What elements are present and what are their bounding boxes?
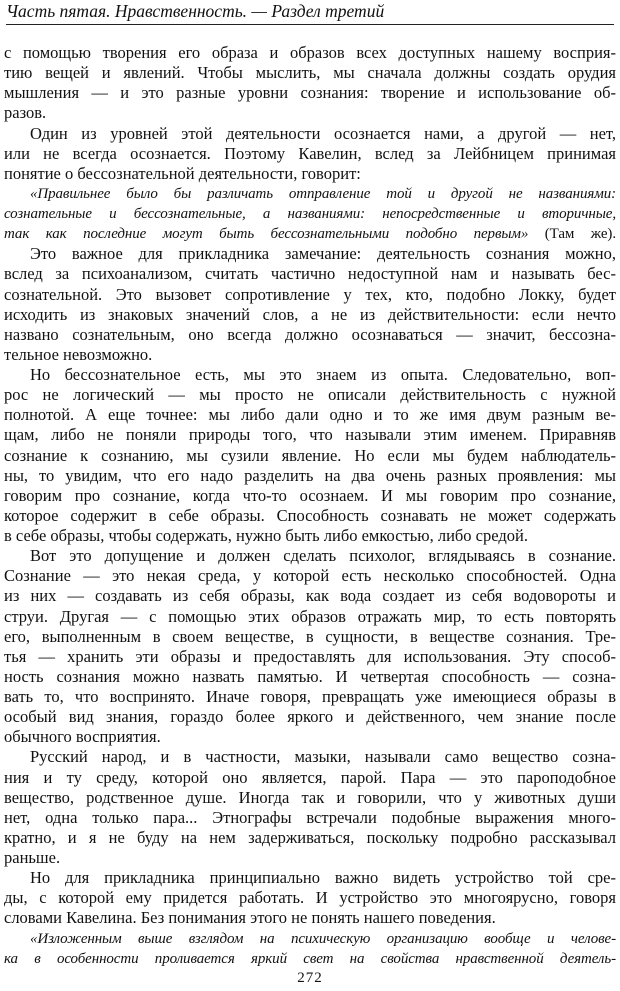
text-line	[0, 305, 620, 325]
line-text: обычного восприятия.	[4, 727, 161, 747]
text-line	[0, 788, 620, 808]
text-line	[0, 224, 620, 244]
text-line	[0, 908, 620, 928]
line-text: исходить из знаковых значений слов, а не из действительности: если нечто	[4, 304, 616, 324]
text-line	[0, 103, 620, 123]
line-text: раньше.	[4, 848, 61, 867]
text-line	[0, 385, 620, 405]
text-line	[0, 124, 620, 144]
text-line	[0, 949, 620, 969]
line-text: Сознание — это некая среда, у которой есть несколько способностей. Одна	[4, 566, 616, 586]
text-line	[0, 164, 620, 184]
text-line	[0, 425, 620, 445]
line-text: щам, либо не поняли природы того, что называли этим именем. Приравняв	[4, 425, 616, 445]
line-text: из них — создавать из себя образы, как вода создает из себя водовороты и	[4, 586, 616, 606]
text-line	[0, 365, 620, 385]
line-text: ны, то увидим, что его надо разделить на два очень разных проявления: мы	[4, 465, 616, 485]
running-header: Часть пятая. Нравственность. — Раздел третий	[6, 0, 614, 25]
text-line	[0, 184, 620, 204]
line-text: «Изложенным выше взглядом на психическую организацию вообще и челове-	[30, 930, 616, 947]
line-text: тию вещей и явлений. Чтобы мыслить, мы сначала должны создать орудия	[4, 63, 616, 83]
text-line	[0, 446, 620, 466]
line-text: разов.	[4, 103, 47, 123]
text-line	[0, 707, 620, 727]
text-line	[0, 627, 620, 647]
text-line	[0, 868, 620, 888]
line-text: рос не логический — мы просто не описали действительность с нужной	[4, 385, 616, 405]
line-text: особый вид знания, гораздо более яркого и действенного, чем знание после	[4, 707, 616, 727]
line-text: в себе образы, чтобы содержать, нужно быть либо емкостью, либо средой.	[4, 526, 528, 545]
page-number: 272	[297, 970, 323, 986]
text-line	[0, 586, 620, 606]
text-line	[0, 747, 620, 767]
line-text: словами Кавелина. Без понимания этого не понять нашего поведения.	[4, 908, 496, 928]
text-line	[0, 687, 620, 707]
line-text: ка в особенности проливается яркий свет на свойства нравственной деятель-	[4, 950, 616, 967]
text-line	[0, 506, 620, 526]
line-text: так как последние могут быть бессознательными подобно первым»	[4, 226, 529, 243]
text-line	[0, 405, 620, 425]
line-text: вслед за психоанализом, считать частично недоступной нам и называть бес-	[4, 264, 616, 284]
line-text: ды, с которой ему придется работать. И устройство это многоярусно, говоря	[4, 888, 616, 908]
line-text: струи. Другая — с помощью этих образов отражать мир, то есть повторять	[4, 606, 616, 626]
line-text: или не всегда осознается. Поэтому Кавелин, вслед за Лейбницем принимая	[4, 143, 616, 163]
text-line	[0, 466, 620, 486]
line-text: мышления — и это разные уровни сознания: творение и использование об-	[4, 83, 616, 103]
line-text: Это важное для прикладника замечание: деятельность сознания можно,	[30, 244, 616, 264]
body-text	[0, 43, 620, 969]
text-line	[0, 566, 620, 586]
line-text: полнотой. А еще точнее: мы либо дали одно и то же имя двум разным ве-	[4, 405, 616, 425]
text-line	[0, 204, 620, 224]
text-line	[0, 264, 620, 284]
line-text: нет, одна только пара... Этнографы встречали подобные выражения много-	[4, 807, 616, 827]
text-line	[0, 667, 620, 687]
text-line	[0, 325, 620, 345]
text-line	[0, 929, 620, 949]
text-line	[0, 546, 620, 566]
text-line	[0, 727, 620, 747]
line-text: говорим про сознание, когда что-то осознаем. И мы говорим про сознание,	[4, 485, 616, 505]
text-line	[0, 828, 620, 848]
line-text: понятие о бессознательной деятельности, говорит:	[4, 163, 361, 183]
text-line	[0, 888, 620, 908]
line-text: Один из уровней этой деятельности осознается нами, а другой — нет,	[30, 123, 616, 143]
line-text: сознание к сознанию, мы сузили явление. Но если мы будем наблюдатель-	[4, 445, 616, 465]
line-text: с помощью творения его образа и образов всех доступных нашему восприя-	[4, 43, 616, 62]
line-text: которое содержит в себе образы. Способность сознавать не может содержать	[4, 505, 616, 525]
text-line	[0, 486, 620, 506]
line-text: его, выполненным в своем веществе, в сущности, в веществе сознания. Тре-	[4, 626, 616, 646]
line-text: сознательные и бессознательные, а названиями: непосредственные и вторичные,	[4, 206, 616, 222]
line-tail-text: (Там же).	[528, 226, 616, 243]
text-line	[0, 144, 620, 164]
text-line	[0, 285, 620, 305]
text-line	[0, 768, 620, 788]
text-line	[0, 607, 620, 627]
line-text: ность сознания можно назвать памятью. И четвертая способность — созна-	[4, 666, 616, 686]
text-line	[0, 647, 620, 667]
text-line	[0, 848, 620, 868]
text-line	[0, 526, 620, 546]
text-line	[0, 345, 620, 365]
text-line	[0, 43, 620, 63]
text-line	[0, 808, 620, 828]
line-text: Но бессознательное есть, мы это знаем из опыта. Следовательно, воп-	[30, 365, 616, 384]
line-text: Вот это допущение и должен сделать психолог, вглядываясь в сознание.	[30, 546, 616, 566]
line-text: Но для прикладника принципиально важно видеть устройство той сре-	[30, 868, 616, 888]
text-line	[0, 63, 620, 83]
line-text: кратно, и я не буду на нем задерживаться, поскольку подробно рассказывал	[4, 827, 616, 847]
line-text: ния и ту среду, которой оно является, парой. Пара — это пароподобное	[4, 767, 616, 787]
line-text: Русский народ, и в частности, мазыки, называли само вещество созна-	[30, 747, 616, 767]
line-text: названо сознательным, оно всегда должно осознаваться — значит, бессозна-	[4, 324, 616, 344]
line-text: «Правильнее было бы различать отправление той и другой не названиями:	[30, 185, 616, 202]
text-line	[0, 244, 620, 264]
line-text: сознательной. Это вызовет сопротивление у тех, кто, подобно Локку, будет	[4, 284, 616, 304]
line-text: вать то, что воспринято. Иначе говоря, превращать уже имеющиеся образы в	[4, 687, 616, 706]
line-text: тельное невозможно.	[4, 344, 153, 364]
text-line	[0, 83, 620, 103]
line-text: вещество, родственное душе. Иногда так и говорили, что у животных души	[4, 787, 616, 807]
line-text: тья — хранить эти образы и предоставлять для использования. Эту способ-	[4, 646, 616, 666]
